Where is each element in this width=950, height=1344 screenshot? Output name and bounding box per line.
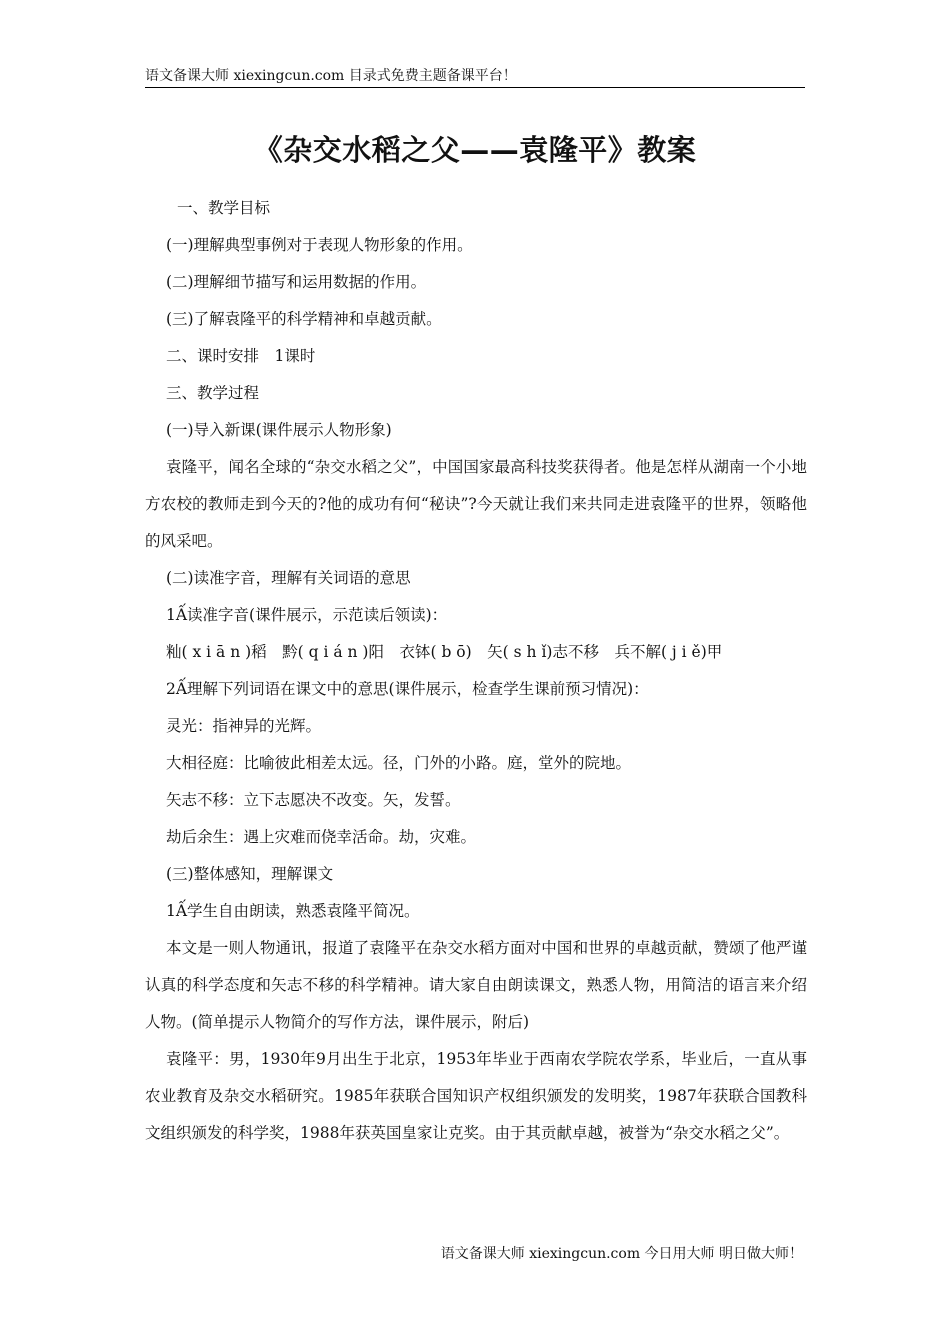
page-footer: 语文备课大师 xiexingcun.com 今日用大师 明日做大师！	[440, 1246, 803, 1262]
step-reading-heading: (二)读准字音，理解有关词语的意思	[166, 569, 411, 587]
summary-paragraph: 本文是一则人物通讯，报道了袁隆平在杂交水稻方面对中国和世界的卓越贡献，赞颂了他严谨认真的科学态度和矢志不移的科学精神。请大家自由朗读课文，熟悉人物，用简洁的语言来介绍人物。(简单提示人物简介的写作方法，课件展示，附后)	[145, 939, 807, 1031]
pinyin-line: 籼( x i ā n )稻 黔( q i á n )阳 衣钵( b ō) 矢( s h ǐ)志不移 兵不解( j i ě)甲	[166, 643, 723, 661]
overview-item-1: 1Ấ学生自由朗读，熟悉袁隆平简况。	[166, 902, 420, 920]
page-header: 语文备课大师 xiexingcun.com 目录式免费主题备课平台！	[145, 66, 805, 88]
section-heading-process: 三、教学过程	[166, 384, 260, 402]
word-definition: 大相径庭：比喻彼此相差太远。径，门外的小路。庭，堂外的院地。	[166, 754, 632, 772]
step-overview-heading: (三)整体感知，理解课文	[166, 865, 334, 883]
reading-item-1: 1Ấ读准字音(课件展示，示范读后领读)：	[166, 606, 448, 624]
section-heading-schedule: 二、课时安排 1课时	[166, 347, 316, 365]
word-definition: 灵光：指神异的光辉。	[166, 717, 322, 735]
intro-paragraph: 袁隆平，闻名全球的“杂交水稻之父”，中国国家最高科技奖获得者。他是怎样从湖南一个小地方农校的教师走到今天的?他的成功有何“秘诀”?今天就让我们来共同走进袁隆平的世界，领略他的风采吧。	[145, 458, 807, 550]
step-intro-heading: (一)导入新课(课件展示人物形象)	[166, 421, 392, 439]
objective-2: (二)理解细节描写和运用数据的作用。	[166, 273, 427, 291]
section-heading-objectives: 一、教学目标	[177, 199, 271, 217]
objective-1: (一)理解典型事例对于表现人物形象的作用。	[166, 236, 473, 254]
word-definition: 劫后余生：遇上灾难而侥幸活命。劫，灾难。	[166, 828, 477, 846]
biography-paragraph: 袁隆平：男，1930年9月出生于北京，1953年毕业于西南农学院农学系，毕业后，一直从事农业教育及杂交水稻研究。1985年获联合国知识产权组织颁发的发明奖，1987年获联合国教科文组织颁发的科学奖，1988年获英国皇家让克奖。由于其贡献卓越，被誉为“杂交水稻之父”。	[145, 1050, 807, 1142]
word-definition: 矢志不移：立下志愿决不改变。矢，发誓。	[166, 791, 461, 809]
reading-item-2: 2Ấ理解下列词语在课文中的意思(课件展示，检查学生课前预习情况)：	[166, 680, 649, 698]
document-title: 《杂交水稻之父——袁隆平》教案	[253, 133, 697, 167]
document-body	[145, 190, 807, 1152]
objective-3: (三)了解袁隆平的科学精神和卓越贡献。	[166, 310, 442, 328]
